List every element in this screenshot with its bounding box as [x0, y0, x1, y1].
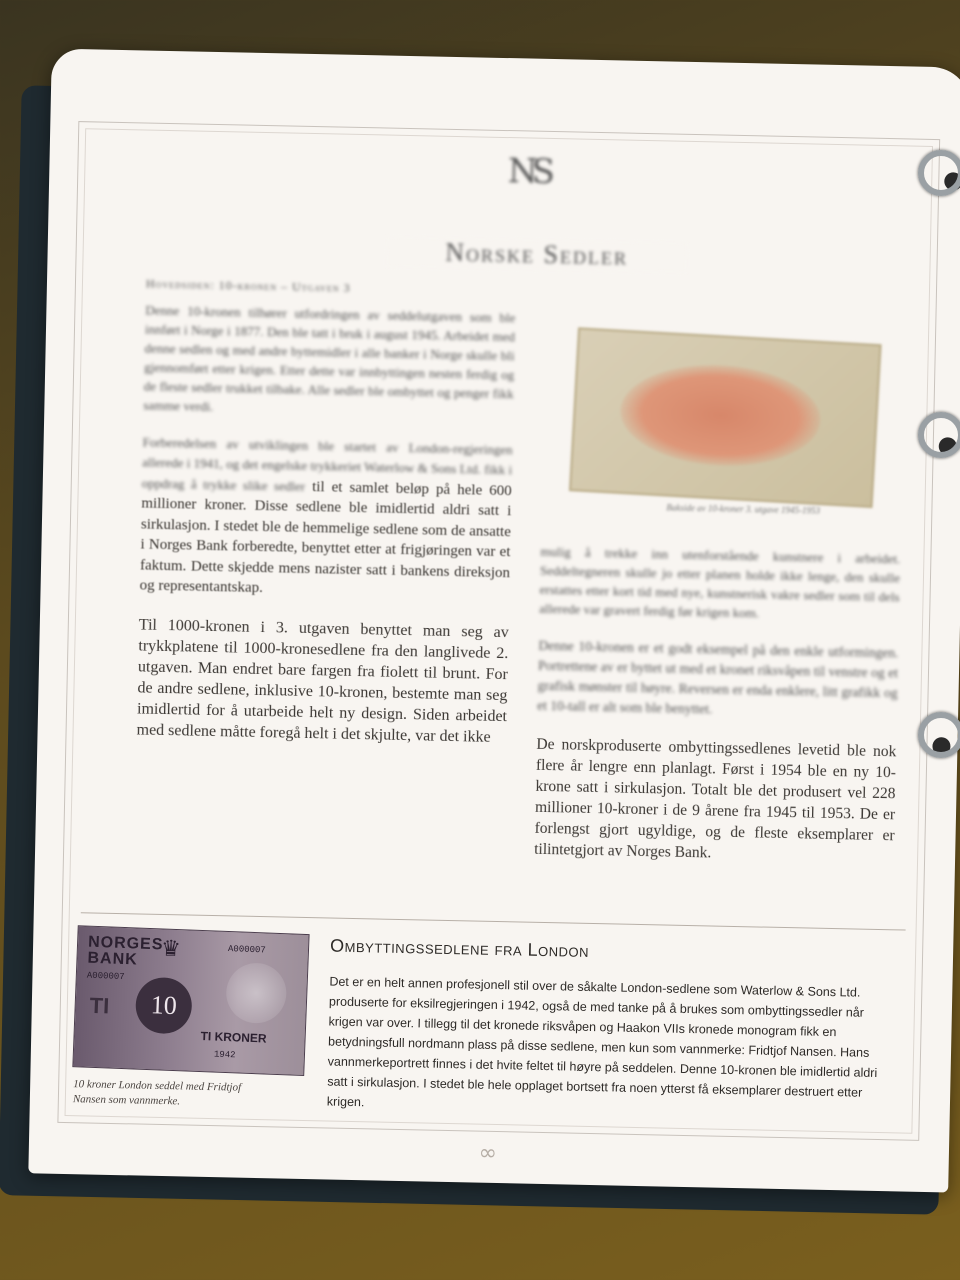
banknote-london-caption: 10 kroner London seddel med Fridtjof Nansen som vannmerke. [72, 1078, 242, 1108]
page-frame [57, 121, 940, 1167]
banknote-serial-top: A000007 [227, 943, 266, 956]
page-header-title: Norske Sedler [386, 237, 687, 273]
left-column [136, 274, 516, 766]
banknote-kroner-label: TI KRONER [200, 1029, 267, 1046]
binder-ring-1 [918, 150, 960, 196]
london-section-title: Ombyttingssedlene fra London [329, 935, 590, 961]
left-paragraph-1: Denne 10-kronen tilhører utfordringen av seddelutgaven som ble innført i Norge i 1877. Den ble tatt i bruk i august 1945. Arbeidet med denne sedlen og med andre byttemidler i alle banker i Norge skulle bli gjennomført etter krigen. Etter dette var innbyttingen nesten ferdig og de fleste sedler trukket tilbake. Alle sedler ble ombyttet og penger fikk samme verdi. [143, 302, 516, 414]
right-paragraph-1: mulig å trekke inn utenforstående kunstnere i arbeidet. Seddeltegneren skulle jo etter planen holde ikke lenge, den skulle erstattes etter kort tid med nye, kunstnerisk vakre sedler som til dels allerede var gravert ferdig før krigen kom. [539, 543, 901, 621]
banknote-denomination: 10 [135, 977, 193, 1035]
banknote-year: 1942 [213, 1049, 236, 1061]
banknote-bank-line1: NORGES [87, 933, 164, 954]
banknote-bank-line2: BANK [87, 949, 139, 969]
ribbon-ornament: ∞ [478, 1140, 498, 1167]
banknote-london-image [72, 925, 309, 1076]
crown-icon: ♛ [160, 935, 182, 962]
banknote-serial-left: A000007 [86, 970, 125, 983]
left-paragraph-3: Til 1000-kronen i 3. utgaven benyttet man seg av trykkplatene til 1000-kronesedlene fra den langlivede 2. utgaven. Man endret bare fargen fra fiolett til brunt. For de andre sedlene, inklusive 10-kronen, bestemte man seg imidlertid for å utarbeide helt ny design. Siden arbeidet med sedlene måtte foregå helt i det skjulte, var det ikke [136, 615, 509, 746]
left-paragraph-2 [139, 432, 512, 604]
banknote-bank-name [87, 935, 164, 970]
right-paragraph-2: Denne 10-kronen er et godt eksempel på den enkle utformingen. Portrettene av er byttet ut med et kronet riksvåpen til venstre og et grafisk mønster til høyre. Reversen er enda enklere, litt grafikk og et 10-tall er alt som ble benyttet. [537, 637, 899, 717]
london-section-body: Det er en helt annen profesjonell stil over de såkalte London-sedlene som Waterlow & Sons Ltd. produserte for eksilregjeringen i 1942, også de med tanke på å brukes som ombyttingssedler når krigen var over. I tillegg til det kronede riksvåpen og Haakon VIIs kronede monogram fikk en betydningsfull nordmann plass på disse sedlene, men kun som vannmerke: Fridtjof Nansen. Hans vannmerkeportrett finnes i det hvite feltet til høyre på seddelen. Denne 10-kronen ble imidlertid aldri satt i sirkulasjon. I stedet ble hele opplaget bortsett fra noen ytterst få eksemplarer destruert etter krigen. [326, 974, 878, 1110]
monogram-ornament: NS [507, 151, 550, 192]
right-paragraph-3: De norskproduserte ombyttingssedlenes levetid ble nok flere år lengre enn planlagt. Først i 1954 ble en ny 10-krone satt i sirkulasjon. Totalt ble det produsert vel 228 millioner 10-kroner i de 9 årene fra 1945 til 1953. De er forlengst gjort ugyldige, og de fleste eksemplarer er tilintetgjort av Norges Bank. [534, 735, 897, 862]
banknote-reverse-caption: Bakside av 10-kroner 3. utgave 1945-1953 [666, 502, 821, 516]
left-paragraph-2-blurred: Forberedelsen av utviklingen ble startet av London-regjeringen allerede i 1941, og det engelske trykkeriet Waterlow & Sons Ltd. fikk i oppdrag å trykke slike sedler [141, 433, 513, 494]
banknote-reverse-image [569, 327, 882, 508]
binder-ring-3 [918, 712, 960, 758]
left-subheading: Hovedsiden: 10-kronen – Utgaven 3 [145, 276, 351, 295]
right-column [534, 542, 901, 885]
binder-ring-2 [918, 412, 960, 458]
watermark-portrait [225, 962, 287, 1024]
banknote-ti: TI [89, 992, 110, 1019]
album-page [28, 48, 960, 1192]
left-paragraph-2-end: til et samlet beløp på hele 600 millioner kroner. Disse sedlene ble imidlertid aldri satt i sirkulasjon. I stedet ble de hemmelige sedlene som de ansatte i Norges Bank forberedte, benyttet etter at frigjøringen var et faktum. Dette skjedde mens nazister satt i bankens direksjon og representantskap. [139, 478, 512, 597]
banknote-rosette [618, 360, 823, 471]
